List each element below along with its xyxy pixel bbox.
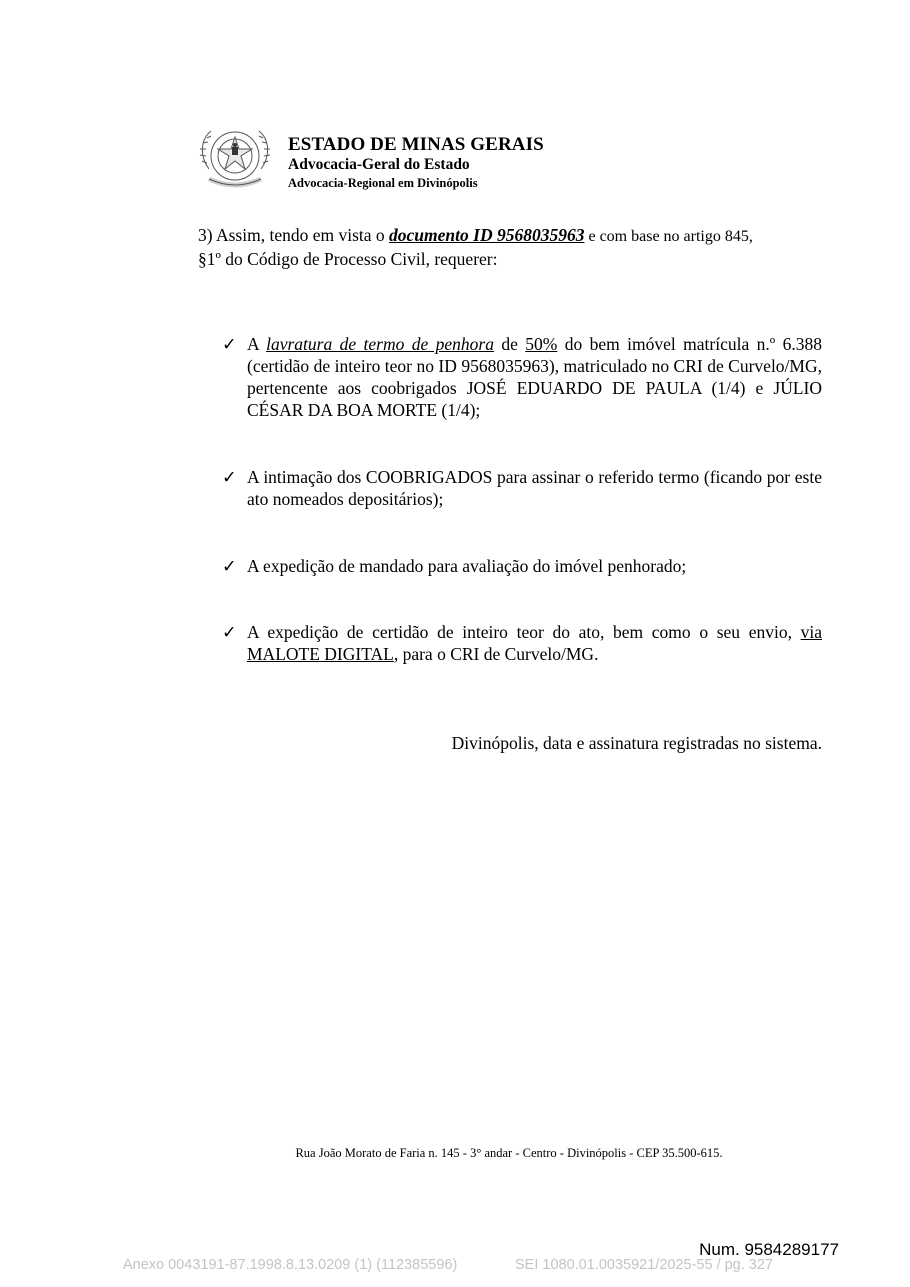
request-item <box>222 333 822 421</box>
request-item-text: A expedição de mandado para avaliação do imóvel penhorado; <box>247 556 687 576</box>
request-emphasis: via MALOTE DIGITAL <box>247 622 822 664</box>
header-office: Advocacia-Regional em Divinópolis <box>288 176 478 190</box>
request-text-part: , para o CRI de Curvelo/MG. <box>393 644 599 664</box>
document-reference: documento ID 9568035963 <box>389 225 585 245</box>
footer-address: Rua João Morato de Faria n. 145 - 3° andar - Centro - Divinópolis - CEP 35.500-615. <box>295 1146 723 1160</box>
intro-text-before: 3) Assim, tendo em vista o <box>198 225 390 245</box>
intro-text-after: e com base no artigo 845, <box>584 228 753 245</box>
minas-gerais-coat-of-arms-icon <box>197 123 273 193</box>
request-text-part: do bem imóvel matrícula n.º 6.388 (certidão de inteiro teor no ID 9568035963), matriculado no CRI de Curvelo/MG, pertencente aos coobrigados JOSÉ EDUARDO DE PAULA (1/4) e JÚLIO CÉSAR DA BOA MORTE (1/4); <box>247 334 822 420</box>
checkmark-icon: ✓ <box>222 334 237 354</box>
intro-paragraph <box>198 224 822 271</box>
checkmark-icon: ✓ <box>222 467 237 487</box>
closing-line: Divinópolis, data e assinatura registradas no sistema. <box>451 733 822 753</box>
document-number: Num. 9584289177 <box>699 1240 839 1259</box>
request-emphasis: lavratura de termo de penhora <box>266 334 494 354</box>
request-text-part: de <box>493 334 526 354</box>
request-text-part: A expedição de certidão de inteiro teor do ato, bem como o seu envio, <box>247 622 801 642</box>
request-item-text <box>247 621 822 665</box>
checkmark-icon: ✓ <box>222 622 237 642</box>
request-item <box>222 466 822 510</box>
request-item <box>222 621 822 665</box>
request-text-part: A <box>247 334 267 354</box>
annex-stamp: Anexo 0043191-87.1998.8.13.0209 (1) (112385596) <box>123 1257 458 1273</box>
intro-text-line2: §1º do Código de Processo Civil, requerer: <box>198 249 498 269</box>
request-item <box>222 555 822 577</box>
checkmark-icon: ✓ <box>222 556 237 576</box>
header-subtitle: Advocacia-Geral do Estado <box>288 156 470 173</box>
header-title: ESTADO DE MINAS GERAIS <box>288 134 544 155</box>
sei-stamp: SEI 1080.01.0035921/2025-55 / pg. 327 <box>515 1257 773 1273</box>
request-item-text <box>247 333 822 421</box>
request-item-text: A intimação dos COOBRIGADOS para assinar o referido termo (ficando por este ato nomeados depositários); <box>247 467 822 509</box>
request-percentage: 50% <box>525 334 558 354</box>
